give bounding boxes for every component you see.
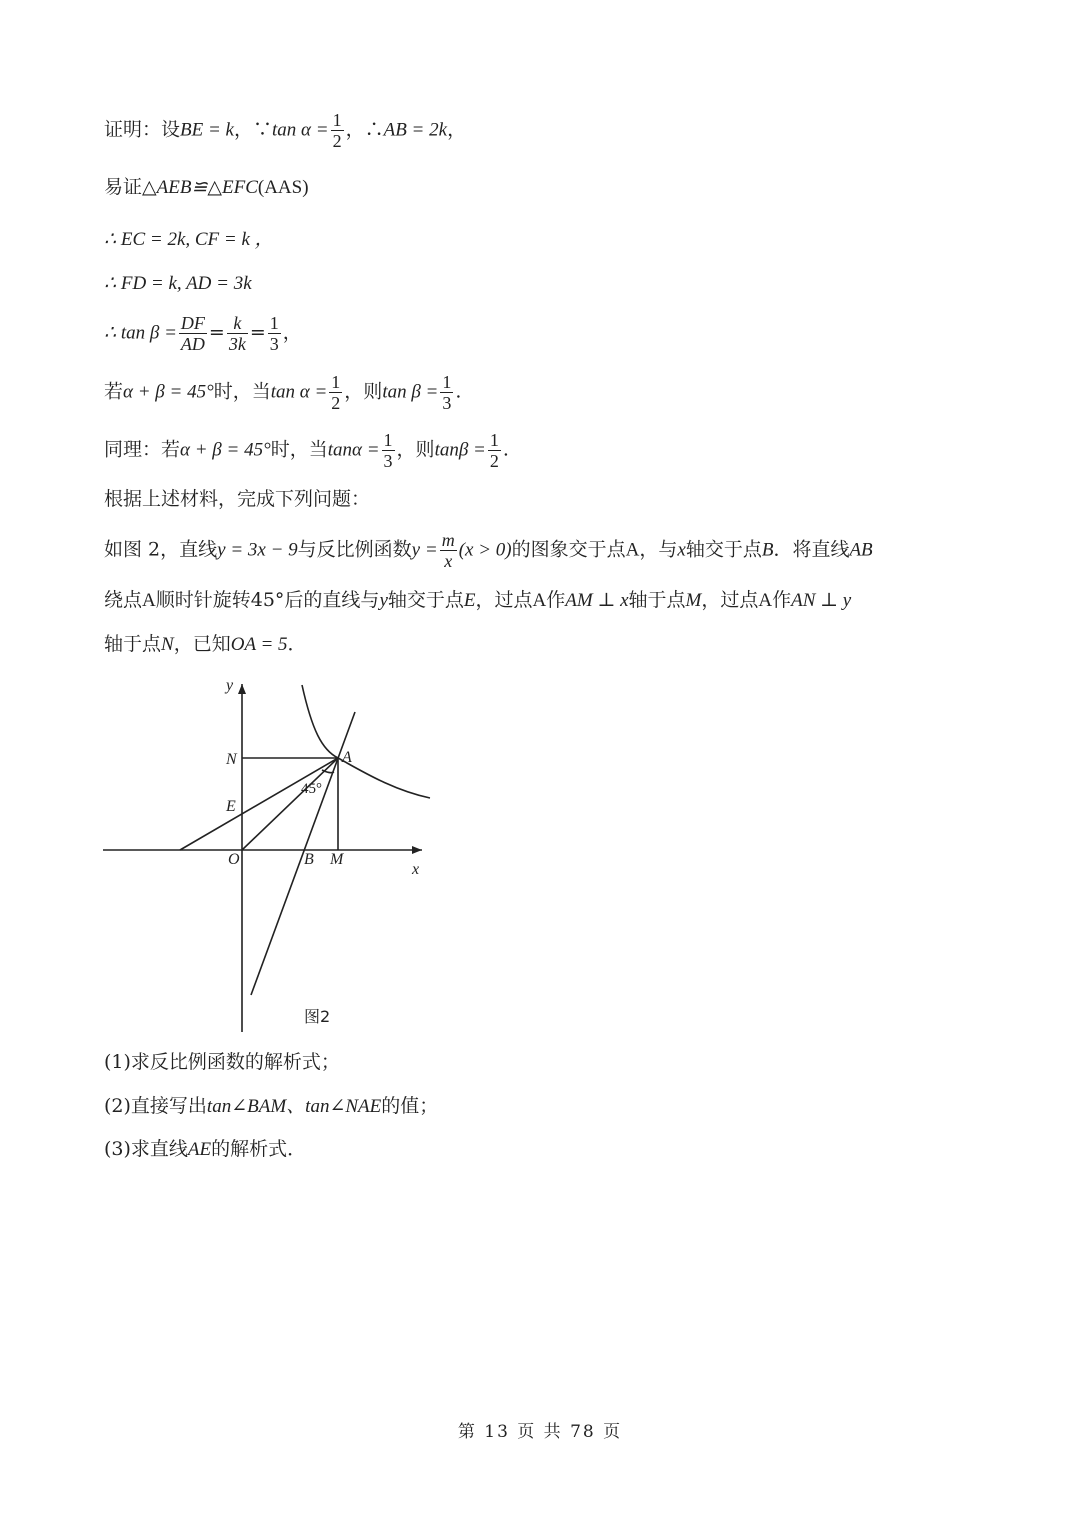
math-y: y [379,590,388,611]
page-footer [0,1417,1080,1442]
label-x: x [412,861,420,878]
label-o: O [228,851,240,868]
question-3-text: 的解析式． [211,1138,307,1160]
proof-line-2 [104,178,309,197]
period: ． [287,633,307,655]
problem-text: ．将直线 [773,538,850,561]
math-am-perp: AM ⊥ x [565,590,629,611]
y-axis-arrow [238,684,246,694]
frac-den: 3 [269,334,279,354]
question-2-text: (2)直接写出 [104,1095,207,1117]
then-text: ，则 [396,438,435,461]
equals: = [249,321,266,344]
fraction-df-ad [179,313,207,354]
math-congruent: △AEB≌△EFC [142,177,258,198]
frac-num: 1 [489,430,499,450]
math-an-perp: AN ⊥ y [791,590,852,611]
frac-num: 1 [331,372,341,392]
fraction-one-third [440,372,453,413]
proof-line-3 [104,230,274,249]
problem-line-2 [104,591,851,610]
math-oa-5: OA = 5 [230,634,288,655]
question-2-text: 的值； [381,1095,439,1117]
math-ab: AB [849,539,873,561]
then-text: ，则 [344,380,383,403]
proof-prefix: 证明：设 [104,118,181,141]
fraction-m-x [440,530,457,571]
math-aas: (AAS) [257,177,309,198]
proof-line-5 [104,313,302,354]
frac-num: 1 [269,313,279,333]
point-e: E [463,590,476,611]
when-text: 时，当 [213,380,271,403]
question-3-text: (3)求直线 [104,1138,188,1160]
problem-text: ，与 [639,538,678,561]
x-axis-arrow [412,846,422,854]
fraction-k-3k [227,313,248,354]
frac-den: x [444,551,453,571]
math-ec-cf: ∴ EC = 2k, CF = k ， [104,229,274,250]
problem-line-1 [104,530,873,571]
problem-text: ，过点 [701,589,759,611]
segment-oa [242,758,338,850]
when-text: 时，当 [270,438,328,461]
proof-line-1 [104,110,466,151]
therefore-sign: ，∴ [345,118,384,141]
comma: ， [282,321,302,344]
question-3 [104,1140,306,1159]
problem-text: 如图 2，直线 [104,538,218,561]
frac-den: AD [180,334,205,354]
point-a: A [142,590,156,611]
math-tan-alpha: tanα = [327,439,380,461]
instruction-line [104,490,370,509]
label-m: M [330,851,344,868]
problem-text: 绕点 [104,589,143,611]
math-alpha-beta-45: α + β = 45° [123,381,214,403]
math-be-k: BE = k [180,119,234,141]
problem-text: ，过点 [475,589,533,611]
frac-den: 3 [383,451,393,471]
equals: = [208,321,225,344]
frac-num: m [441,530,455,550]
page-number: 第 13 页 共 78 页 [457,1422,623,1442]
fraction-one-third [382,430,395,471]
point-b: B [761,539,774,561]
math-ae: AE [187,1139,212,1160]
math-domain: (x > 0) [458,539,512,561]
similarly-text: 同理：若 [104,438,181,461]
math-tan-angles: tan∠BAM、tan∠NAE [206,1096,382,1117]
problem-text: 轴交于点 [387,589,464,611]
frac-den: 3k [228,334,246,354]
frac-num: DF [180,313,205,333]
problem-text: 与反比例函数 [297,538,412,561]
fraction-one-third [268,313,281,354]
math-line-eq: y = 3x − 9 [217,539,298,561]
frac-den: 2 [489,451,499,471]
frac-num: 1 [383,430,393,450]
math-x: x [677,539,686,561]
math-tan-alpha: tan α = [272,119,329,141]
point-a: A [532,590,547,611]
comma: ， [447,118,467,141]
fraction-one-half [331,110,344,151]
problem-text: 的图象交于点 [511,538,626,561]
math-fd-ad: ∴ FD = k, AD = 3k [104,273,252,294]
point-n: N [161,634,174,655]
problem-text: 作 [772,589,792,611]
label-angle: 45° [301,781,322,797]
label-b: B [304,851,314,868]
question-1 [104,1053,340,1072]
proof-line-7 [104,430,509,471]
math-y-eq: y = [411,539,438,561]
if-text: 若 [104,380,124,403]
math-tan-beta: tanβ = [434,439,486,461]
math-alpha-beta-45: α + β = 45° [180,439,271,461]
because-sign: ，∵ [233,118,272,141]
label-n: N [226,751,237,768]
label-a: A [342,749,352,766]
point-a: A [625,539,640,561]
label-e: E [226,798,236,815]
question-1-text: (1)求反比例函数的解析式； [104,1051,340,1073]
period: . [502,438,509,461]
proof-line-4 [104,274,252,293]
easy-prove-text: 易证 [104,176,143,198]
problem-text: 作 [546,589,566,611]
figure-caption: 图2 [304,1007,331,1026]
math-ab-2k: AB = 2k [383,119,448,141]
figure-2 [100,672,440,1037]
point-a: A [758,590,773,611]
frac-den: 2 [332,131,342,151]
math-tan-beta: tan β = [382,381,439,403]
problem-text: ，已知 [173,633,231,655]
math-tan-alpha: tan α = [270,381,328,403]
frac-num: k [227,313,248,334]
line-ae [180,758,338,850]
math-tan-beta: ∴ tan β = [104,322,177,344]
problem-line-3 [104,635,307,654]
problem-text: 轴于点 [628,589,686,611]
problem-text: 轴交于点 [685,538,762,561]
label-y: y [226,677,234,694]
frac-den: 2 [331,393,341,413]
frac-num: 1 [332,110,342,130]
frac-den: 3 [442,393,452,413]
fraction-one-half [329,372,342,413]
problem-text: 轴于点 [104,633,162,655]
frac-num: 1 [442,372,452,392]
question-2 [104,1097,438,1116]
instruction-text: 根据上述材料，完成下列问题： [104,488,371,510]
proof-line-6 [104,372,461,413]
point-m: M [685,590,702,611]
fraction-one-half [488,430,501,471]
problem-text: 顺时针旋转45°后的直线与 [155,589,380,611]
period: . [455,380,462,403]
